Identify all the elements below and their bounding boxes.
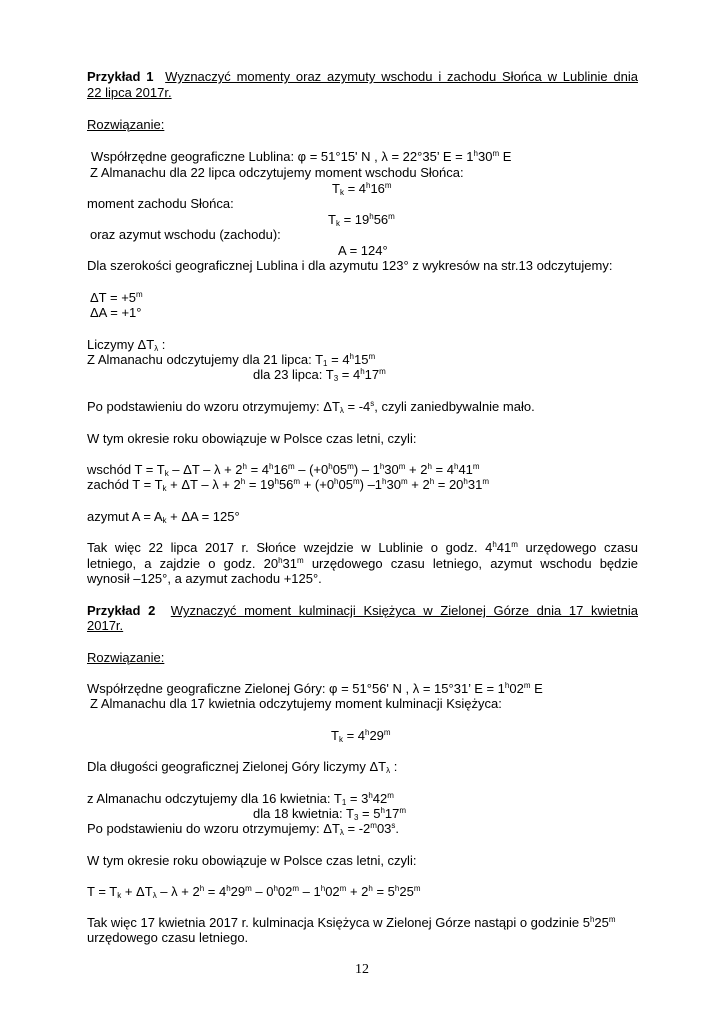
example-1-solution-label: Rozwiązanie:: [87, 117, 165, 132]
example-2-label: Przykład 2: [87, 603, 156, 618]
almanac-16-april: z Almanachu odczytujemy dla 16 kwietnia: $T_1 = 3^h42^m$: [87, 791, 394, 807]
summary-2-line-1: Tak więc 17 kwietnia 2017 r. kulminacja Księżyca w Zielonej Górze nastąpi o godzinie 5$^h$25$^m$: [87, 915, 616, 930]
almanac-23-july: dla 23 lipca: $T_3 = 4^h17^m$: [253, 367, 386, 383]
example-1-title: Wyznaczyć momenty oraz azymuty wschodu i zachodu Słońca w Lublinie dnia: [165, 69, 638, 84]
summary-1-line-2: letniego, a zajdzie o godz. 20$^h$31$^m$ urzędowego czasu letniego, azymut wschodu będzie: [87, 556, 639, 571]
lublin-coordinates: Współrzędne geograficzne Lublina: φ = 51°15' N , λ = 22°35’ $E = 1^h30^m$ E: [91, 149, 512, 164]
example-2-title: Wyznaczyć moment kulminacji Księżyca w Zielonej Górze dnia 17 kwietnia: [170, 603, 638, 618]
latitude-line: Dla szerokości geograficznej Lublina i dla azymutu 123° z wykresów na str.13 odczytujemy:: [87, 258, 613, 273]
summary-1-line-1: Tak więc 22 lipca 2017 r. Słońce wzejdzie w Lublinie o godz. 4$^h$41$^m$ urzędowego czasu: [87, 540, 638, 555]
compute-delta-t-lambda: Liczymy $\Delta T_\lambda$ :: [87, 337, 166, 353]
almanac-18-april: dla 18 kwietnia: $T_3 = 5^h17^m$: [253, 806, 407, 822]
summer-time-note-2: W tym okresie roku obowiązuje w Polsce czas letni, czyli:: [87, 853, 417, 868]
culmination-formula: $T = T_k + \Delta T_\lambda - \lambda + 2^h = 4^h29^m - 0^h02^m - 1^h02^m + 2^h = 5^h25^m$: [87, 884, 421, 900]
almanac-21-july: Z Almanachu odczytujemy dla 21 lipca: $T_1 = 4^h15^m$: [87, 352, 376, 368]
azimuth-formula: azymut $A = A_k + \Delta A = 125^\circ$: [87, 509, 240, 525]
delta-a: ΔA = +1°: [90, 305, 142, 320]
longitude-line: Dla długości geograficznej Zielonej Góry liczymy $\Delta T_\lambda$ :: [87, 759, 398, 775]
example-1-title-cont: 22 lipca 2017r.: [87, 85, 172, 100]
example-2-heading: [87, 603, 638, 618]
sunrise-formula: wschód $T = T_k - \Delta T - \lambda + 2^h = 4^h16^m - (+0^h05^m) - 1^h30^m + 2^h = 4^h41^m$: [87, 462, 480, 478]
example-1-label: Przykład 1: [87, 69, 154, 84]
example-1-heading: [87, 69, 638, 84]
summer-time-note: W tym okresie roku obowiązuje w Polsce czas letni, czyli:: [87, 431, 417, 446]
culmination-time: $T_k = 4^h29^m$: [331, 728, 391, 744]
zielona-gora-coordinates: Współrzędne geograficzne Zielonej Góry: φ = 51°56' N , λ = 15°31’ $E = 1^h02^m$ E: [87, 681, 543, 696]
azimuth-label: oraz azymut wschodu (zachodu):: [90, 227, 281, 242]
page-number: 12: [355, 962, 369, 977]
substitution-result: Po podstawieniu do wzoru otrzymujemy: $\Delta T_\lambda = -4^s$, czyli zaniedbywalnie mało.: [87, 399, 535, 415]
example-2-solution-label: Rozwiązanie:: [87, 650, 165, 665]
summary-1-line-3: wynosił –125°, a azymut zachodu +125°.: [87, 571, 322, 586]
sunset-time: $T_k = 19^h56^m$: [328, 212, 395, 228]
almanac-sunrise-line: Z Almanachu dla 22 lipca odczytujemy moment wschodu Słońca:: [90, 165, 464, 180]
example-2-title-cont: 2017r.: [87, 618, 124, 633]
substitution-result-2: Po podstawieniu do wzoru otrzymujemy: $\Delta T_\lambda = -2^m03^s$.: [87, 821, 400, 837]
sunset-label: moment zachodu Słońca:: [87, 196, 234, 211]
azimuth-value: A = 124°: [338, 243, 388, 258]
summary-2-line-2: urzędowego czasu letniego.: [87, 930, 249, 945]
sunrise-time: $T_k = 4^h16^m$: [332, 181, 392, 197]
delta-t: $\Delta T = +5^m$: [90, 290, 143, 305]
almanac-culmination-line: Z Almanachu dla 17 kwietnia odczytujemy moment kulminacji Księżyca:: [90, 696, 502, 711]
sunset-formula: zachód $T = T_k + \Delta T - \lambda + 2^h = 19^h56^m + (+0^h05^m) -1^h30^m + 2^h = 20^h31^m$: [87, 477, 490, 493]
